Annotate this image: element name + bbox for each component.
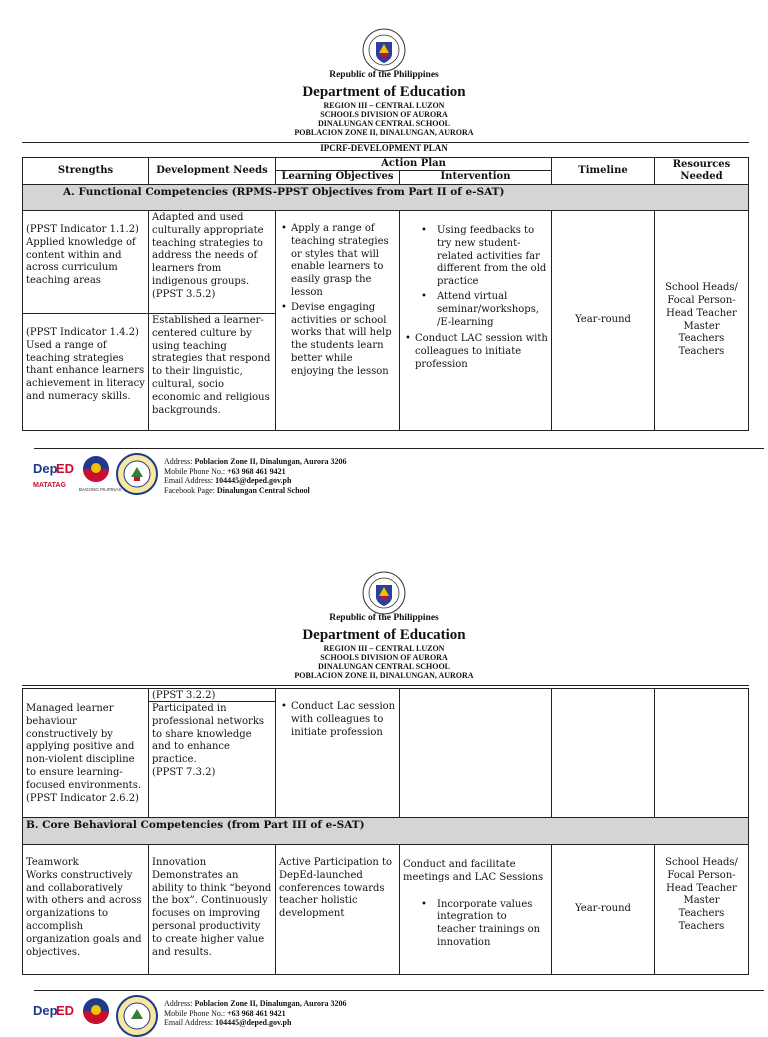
b-intervention-cell: [399, 844, 552, 975]
b-need-cell: Innovation Demonstrates an ability to think “beyond the box”. Continuously focuses on improving personal productivity to create higher value and results.: [148, 844, 276, 975]
header-strengths: Strengths: [22, 157, 149, 185]
b-strength-cell: Teamwork Works constructively and collaboratively with others and across organizations to accomplish organization goals and objectives.: [22, 844, 149, 975]
need-cell-1: Adapted and used culturally appropriate teaching strategies to address the needs of learners from indigenous groups. (PPST 3.5.2): [148, 210, 276, 314]
b-objective-cell: Active Participation to DepEd-launched conferences towards teacher holistic development: [275, 844, 400, 975]
division-line: SCHOOLS DIVISION OF AURORA: [320, 653, 448, 662]
footer-phone: +63 968 461 9421: [227, 1008, 286, 1018]
republic-line: Republic of the Philippines: [329, 613, 439, 623]
strength-cell-2: (PPST Indicator 1.4.2) Used a range of teaching strategies thant enhance learners achievement in literacy and numeracy skills.: [22, 313, 149, 431]
intervention-item: • Attend virtual seminar/workshops, /E-learning: [403, 291, 548, 329]
footer-phone: +63 968 461 9421: [227, 466, 286, 476]
intervention-item: • Using feedbacks to try new student-related activities far different from the old practice: [403, 225, 548, 289]
division-line: SCHOOLS DIVISION OF AURORA: [320, 110, 448, 119]
fb-label: Facebook Page:: [164, 485, 217, 495]
need-cell-2: Established a learner-centered culture by using teaching strategies that respond to their linguistic, cultural, socio economic and religious backgrounds.: [148, 313, 276, 431]
footer: [30, 995, 750, 1027]
footer-contact: [164, 999, 347, 1028]
timeline-cell-empty: [551, 688, 655, 818]
address-line: POBLACION ZONE II, DINALUNGAN, AURORA: [294, 671, 474, 680]
department-title: Department of Education: [302, 627, 466, 643]
header-timeline: Timeline: [551, 157, 655, 185]
b-intervention-text: Conduct and facilitate meetings and LAC Sessions: [403, 859, 544, 883]
objectives-cell: [275, 688, 400, 818]
b-timeline-cell: Year-round: [551, 844, 655, 975]
header-action-plan: Action Plan: [275, 157, 552, 171]
b-intervention-item: • Incorporate values integration to teacher trainings on innovation: [403, 899, 548, 950]
school-line: DINALUNGAN CENTRAL SCHOOL: [317, 662, 451, 671]
intervention-item: • Conduct LAC session with colleagues to initiate profession: [403, 333, 548, 371]
footer-facebook[interactable]: Dinalungan Central School: [216, 485, 310, 495]
republic-line: Republic of the Philippines: [329, 70, 439, 80]
objective-item: • Apply a range of teaching strategies or styles that will enable learners to easily grasp the lesson: [279, 223, 396, 300]
footer-address: Poblacion Zone II, Dinalungan, Aurora 3206: [194, 457, 347, 466]
school-seal-icon: [116, 995, 158, 1037]
objective-item: • Conduct Lac session with colleagues to initiate profession: [279, 701, 396, 739]
b-resources-cell: School Heads/ Focal Person- Head Teacher Master Teachers Teachers: [654, 844, 749, 975]
address-line: POBLACION ZONE II, DINALUNGAN, AURORA: [294, 128, 474, 137]
footer-email[interactable]: 104445@deped.gov.ph: [215, 476, 292, 485]
header-intervention: Intervention: [399, 170, 552, 185]
header-resources: Resources Needed: [654, 157, 749, 185]
email-label: Email Address:: [164, 476, 216, 485]
resources-cell: School Heads/ Focal Person- Head Teacher Master Teachers Teachers: [654, 210, 749, 431]
phone-label: Mobile Phone No.:: [164, 466, 228, 476]
need-cell-3: Participated in professional networks to share knowledge and to enhance practice. (PPST 7.3.2): [148, 701, 276, 818]
section-a-heading: A. Functional Competencies (RPMS-PPST Objectives from Part II of e-SAT): [22, 184, 749, 211]
deped-logo-icon: [32, 1001, 75, 1035]
svg-text:BAGONG PILIPINAS: BAGONG PILIPINAS: [79, 487, 122, 492]
svg-text:ED: ED: [56, 1003, 75, 1018]
footer-email[interactable]: 104445@deped.gov.ph: [215, 1018, 292, 1027]
region-line: REGION III – CENTRAL LUZON: [323, 101, 445, 110]
email-label: Email Address:: [164, 1018, 216, 1027]
deped-seal-icon: [362, 571, 406, 615]
header-learning-objectives: Learning Objectives: [275, 170, 400, 185]
department-title: Department of Education: [302, 84, 466, 100]
phone-label: Mobile Phone No.:: [164, 1008, 228, 1018]
svg-text:ED: ED: [56, 461, 75, 476]
header-rule: [22, 685, 749, 686]
intervention-cell-empty: [399, 688, 552, 818]
region-line: REGION III – CENTRAL LUZON: [323, 644, 445, 653]
plan-title: IPCRF-DEVELOPMENT PLAN: [320, 143, 448, 153]
address-label: Address:: [164, 457, 195, 466]
svg-text:Dep: Dep: [33, 461, 58, 476]
bagong-pilipinas-logo-icon: [78, 995, 114, 1035]
timeline-cell: Year-round: [551, 210, 655, 431]
need-cell-top: (PPST 3.2.2): [148, 688, 276, 702]
svg-text:Dep: Dep: [33, 1003, 58, 1018]
resources-cell-empty: [654, 688, 749, 818]
svg-text:MATATAG: MATATAG: [33, 482, 66, 489]
strength-cell-3: Managed learner behaviour constructively by applying positive and non-violent discipline to ensure learning-focused environments. (PPST Indicator 2.6.2): [22, 688, 149, 818]
header-development-needs: Development Needs: [148, 157, 276, 185]
footer-rule: [34, 990, 764, 991]
strength-cell-1: (PPST Indicator 1.1.2) Applied knowledge of content within and across curriculum teaching areas: [22, 210, 149, 314]
school-line: DINALUNGAN CENTRAL SCHOOL: [317, 119, 451, 128]
section-b-heading: B. Core Behavioral Competencies (from Part III of e-SAT): [22, 817, 749, 845]
objective-item: • Devise engaging activities or school works that will help the students learn better while enjoying the lesson: [279, 302, 396, 379]
footer-address: Poblacion Zone II, Dinalungan, Aurora 3206: [194, 999, 347, 1008]
address-label: Address:: [164, 999, 195, 1008]
